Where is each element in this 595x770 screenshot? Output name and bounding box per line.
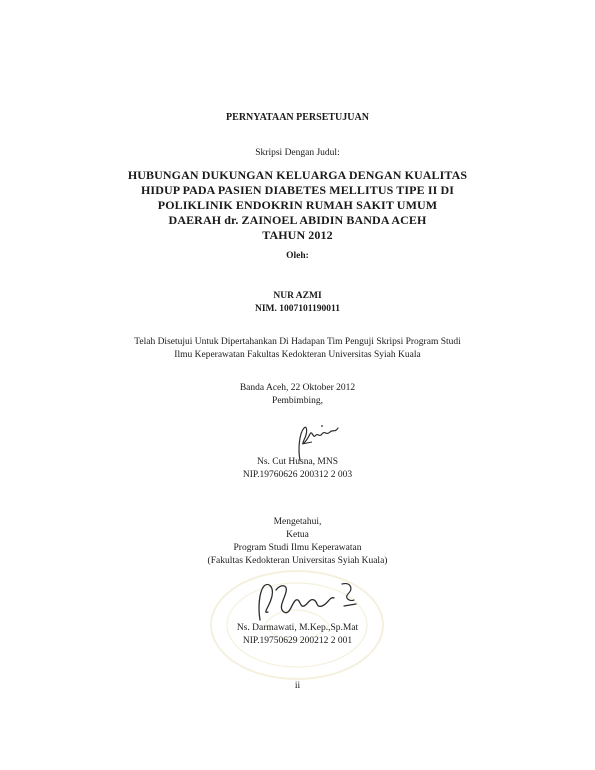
author-name: NUR AZMI	[273, 291, 322, 301]
head-nip: NIP.19750629 200212 2 001	[242, 636, 353, 646]
document-heading: PERNYATAAN PERSETUJUAN	[226, 112, 369, 123]
acknowledgement-program: Program Studi Ilmu Keperawatan	[233, 543, 362, 553]
page-number: ii	[294, 681, 301, 691]
title-line: HIDUP PADA PASIEN DIABETES MELLITUS TIPE II DI	[140, 183, 454, 197]
title-line: HUBUNGAN DUKUNGAN KELUARGA DENGAN KUALITAS	[127, 168, 468, 182]
acknowledgement-faculty: (Fakultas Kedokteran Universitas Syiah Kuala)	[207, 556, 388, 566]
approval-line: Telah Disetujui Untuk Dipertahankan Di Hadapan Tim Penguji Skripsi Program Studi	[134, 337, 461, 347]
head-signature	[250, 578, 365, 628]
author-nim: NIM. 1007101190011	[255, 304, 340, 314]
document-subheading: Skripsi Dengan Judul:	[255, 148, 340, 158]
acknowledgement-label: Mengetahui,	[273, 517, 322, 527]
approval-line: Ilmu Keperawatan Fakultas Kedokteran Universitas Syiah Kuala	[174, 350, 421, 360]
place-date: Banda Aceh, 22 Oktober 2012	[239, 383, 356, 393]
title-line: DAERAH dr. ZAINOEL ABIDIN BANDA ACEH	[168, 213, 427, 227]
advisor-role: Pembimbing,	[272, 396, 323, 406]
title-line: TAHUN 2012	[262, 228, 333, 242]
head-name: Ns. Darmawati, M.Kep.,Sp.Mat	[236, 623, 359, 633]
acknowledgement-role: Ketua	[286, 530, 309, 540]
thesis-title	[0, 168, 595, 243]
by-label: Oleh:	[286, 251, 309, 261]
advisor-name: Ns. Cut Husna, MNS	[256, 457, 339, 467]
title-line: POLIKLINIK ENDOKRIN RUMAH SAKIT UMUM	[157, 198, 438, 212]
advisor-nip: NIP.19760626 200312 2 003	[242, 470, 353, 480]
